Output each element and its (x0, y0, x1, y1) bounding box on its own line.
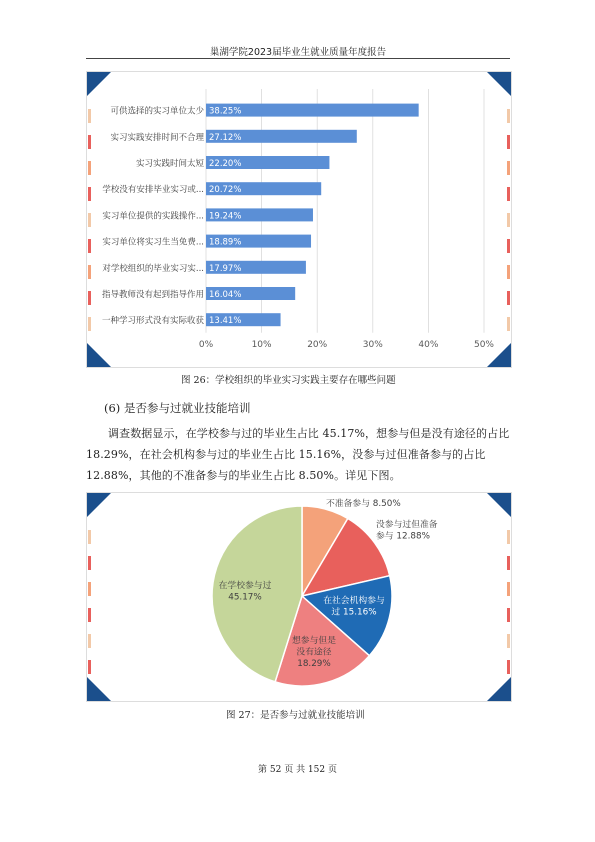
frame-dash (507, 265, 510, 279)
category-label: 实习单位提供的实践操作... (102, 211, 204, 222)
slice-label: 不准备参与 8.50% (326, 499, 401, 509)
pie-chart (86, 492, 512, 702)
data-label: 38.25% (209, 106, 242, 117)
slice-label: 参与 12.88% (376, 531, 430, 542)
figure27-frame (86, 492, 512, 702)
frame-dash (507, 161, 510, 175)
data-label: 16.04% (209, 290, 242, 300)
slice-label: 45.17% (228, 592, 262, 603)
x-tick-label: 40% (418, 339, 439, 350)
slice-label: 没参与过但准备 (376, 520, 438, 530)
slice-label: 在学校参与过 (218, 581, 272, 591)
corner-triangle-bottom-left (86, 342, 112, 368)
data-label: 22.20% (209, 159, 242, 169)
frame-dash (507, 556, 510, 570)
x-tick-label: 20% (307, 339, 328, 350)
frame-dash (88, 608, 91, 622)
frame-dash (507, 660, 510, 674)
frame-dash (507, 239, 510, 253)
x-tick-label: 50% (473, 339, 495, 350)
frame-dash (507, 291, 510, 305)
slice-label: 过 15.16% (331, 607, 377, 618)
data-label: 17.97% (209, 263, 242, 274)
figure27-caption: 图 27：是否参与过就业技能培训 (226, 710, 365, 721)
frame-dash (88, 187, 91, 201)
frame-dash (507, 530, 510, 544)
frame-dash (88, 265, 91, 279)
bar-chart (86, 71, 512, 368)
corner-triangle-top-left (86, 71, 112, 97)
frame-dash (507, 582, 510, 596)
corner-triangle-bottom-left (86, 676, 112, 702)
corner-triangle-bottom-right (486, 676, 512, 702)
category-label: 对学校组织的毕业实习实... (102, 263, 204, 274)
data-label: 20.72% (209, 185, 242, 196)
slice-label: 没有途径 (296, 647, 332, 658)
frame-dash (88, 239, 91, 253)
category-label: 学校没有安排毕业实习或... (102, 185, 204, 196)
category-label: 实习单位将实习生当免费... (102, 237, 204, 248)
frame-dash (507, 109, 510, 123)
frame-dash (88, 161, 91, 175)
frame-dash (88, 109, 91, 123)
category-label: 实习实践安排时间不合理 (110, 132, 204, 143)
frame-dash (88, 317, 91, 331)
frame-dash (507, 608, 510, 622)
frame-dash (507, 187, 510, 201)
frame-dash (507, 634, 510, 648)
figure26-caption: 图 26：学校组织的毕业实习实践主要存在哪些问题 (181, 375, 396, 386)
slice-label: 18.29% (297, 659, 331, 669)
frame-dash (507, 317, 510, 331)
corner-triangle-top-left (86, 492, 112, 518)
page-header: 巢湖学院2023届毕业生就业质量年度报告 (209, 47, 387, 58)
x-tick-label: 0% (198, 339, 214, 350)
frame-dash (88, 135, 91, 149)
data-label: 13.41% (209, 316, 242, 327)
x-tick-label: 10% (251, 339, 272, 350)
frame-dash (88, 582, 91, 596)
x-tick-label: 30% (362, 339, 383, 350)
category-label: 指导教师没有起到指导作用 (101, 290, 204, 300)
data-label: 27.12% (209, 132, 242, 143)
frame-dash (88, 530, 91, 544)
page-footer: 第 52 页 共 152 页 (258, 765, 337, 775)
slice-label: 想参与但是 (292, 636, 336, 646)
frame-dash (88, 291, 91, 305)
frame-dash (88, 213, 91, 227)
frame-dash (88, 556, 91, 570)
category-label: 一种学习形式没有实际收获 (101, 316, 204, 327)
data-label: 19.24% (209, 211, 242, 222)
category-label: 实习实践时间太短 (135, 159, 204, 169)
corner-triangle-top-right (486, 492, 512, 518)
frame-dash (507, 135, 510, 149)
section-paragraph: 调查数据显示，在学校参与过的毕业生占比 45.17%，想参与但是没有途径的占比 18.29%，在社会机构参与过的毕业生占比 15.16%，没参与过但准备参与的占比 12.88%，其他的不准备参与的毕业生占比 8.50%。详见下图。 (86, 427, 510, 482)
data-label: 18.89% (209, 237, 242, 248)
corner-triangle-top-right (486, 71, 512, 97)
header-rule (86, 58, 510, 59)
frame-dash (88, 634, 91, 648)
category-label: 可供选择的实习单位太少 (110, 106, 204, 117)
frame-dash (88, 660, 91, 674)
section-heading: (6) 是否参与过就业技能培训 (104, 401, 251, 415)
frame-dash (507, 213, 510, 227)
slice-label: 在社会机构参与 (323, 596, 385, 606)
figure26-frame (86, 71, 512, 368)
